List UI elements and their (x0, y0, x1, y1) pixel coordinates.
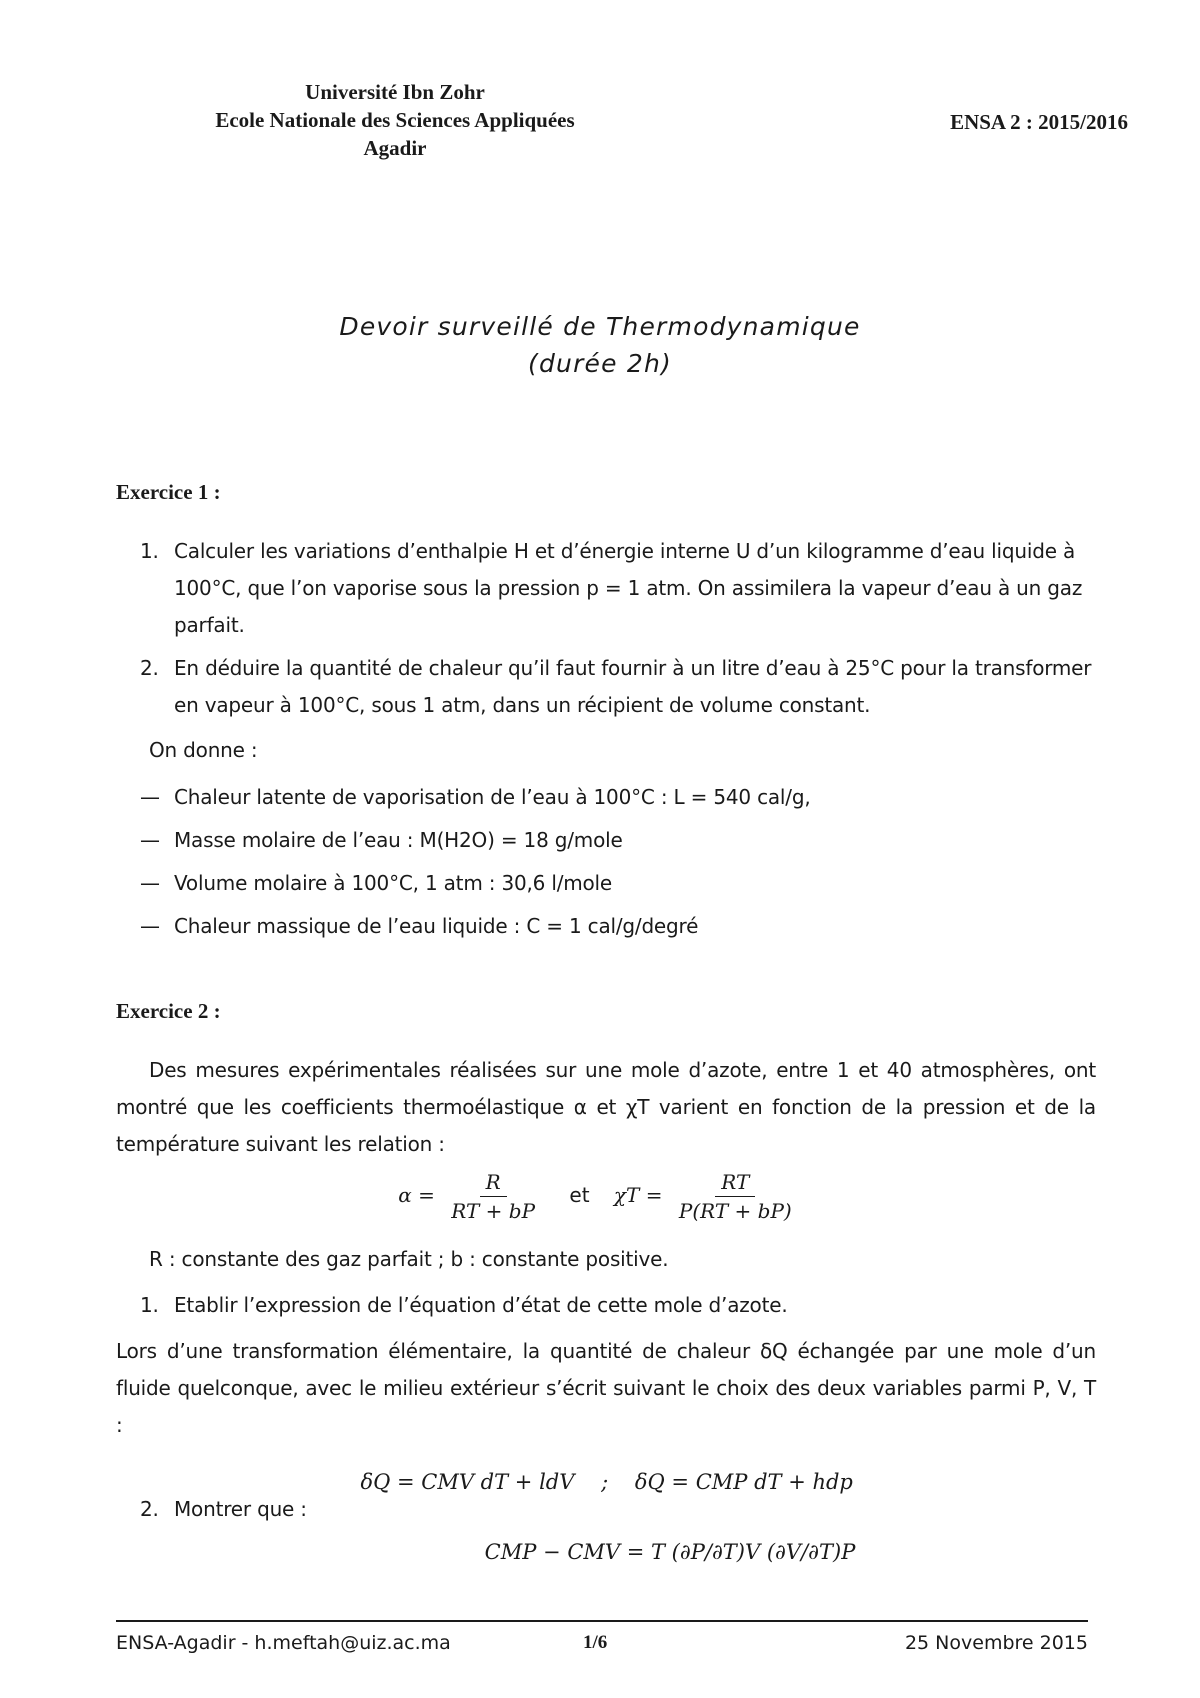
city-name: Agadir (363, 136, 427, 160)
heat-equations (0, 1446, 1200, 1494)
school-name: Ecole Nationale des Sciences Appliquées (215, 108, 575, 132)
title-line-2: (durée 2h) (528, 349, 672, 378)
given-item (116, 908, 1096, 951)
exercise-2-question-1 (116, 1287, 1096, 1324)
footer-date: 25 Novembre 2015 (904, 1632, 1088, 1654)
question-text: Montrer que : (174, 1497, 307, 1521)
footer-contact: ENSA-Agadir - h.meftah@uiz.ac.ma (116, 1632, 451, 1654)
given-text: Chaleur massique de l’eau liquide : C = 1 cal/g/degré (174, 914, 699, 938)
given-item (116, 779, 1096, 822)
final-equation (470, 1540, 870, 1564)
institution-header (185, 78, 605, 162)
exercise-1-question-1 (116, 533, 1096, 644)
exercise-2-heading: Exercice 2 : (116, 999, 221, 1023)
heat-equation-text: δQ = CMV dT + ldV ; δQ = CMP dT + hdp (360, 1470, 853, 1494)
question-number: 1. (140, 539, 159, 563)
footer-divider (116, 1620, 1088, 1622)
question-text: En déduire la quantité de chaleur qu’il faut fournir à un litre d’eau à 25°C pour la transformer en vapeur à 100°C, sous 1 atm, dans un récipient de volume constant. (174, 656, 1092, 717)
page-number: 1/6 (583, 1632, 608, 1653)
exercise-1-heading: Exercice 1 : (116, 480, 221, 504)
question-text: Calculer les variations d’enthalpie H et d’énergie interne U d’un kilogramme d’eau liquide à 100°C, que l’on vaporise sous la pression p = 1 atm. On assimilera la vapeur d’eau à un gaz parfait. (174, 539, 1083, 637)
chi-numerator: RT (715, 1170, 755, 1197)
final-equation-text: CMP − CMV = T (∂P/∂T)V (∂V/∂T)P (484, 1540, 856, 1564)
alpha-numerator: R (480, 1170, 507, 1197)
given-item (116, 865, 1096, 908)
question-number: 2. (140, 656, 159, 680)
question-text: Etablir l’expression de l’équation d’état de cette mole d’azote. (174, 1293, 788, 1317)
alpha-fraction (445, 1170, 541, 1223)
dash-marker: — (140, 914, 160, 938)
constants-note: R : constante des gaz parfait ; b : constante positive. (149, 1247, 669, 1271)
given-text: Chaleur latente de vaporisation de l’eau à 100°C : L = 540 cal/g, (174, 785, 811, 809)
chi-denominator: P(RT + bP) (678, 1199, 792, 1223)
university-name: Université Ibn Zohr (305, 80, 485, 104)
conjunction: et (569, 1183, 590, 1207)
exercise-2-question-2 (116, 1491, 1096, 1528)
chi-fraction (673, 1170, 798, 1223)
given-item (116, 822, 1096, 865)
exercise-2-intro: Des mesures expérimentales réalisées sur une mole d’azote, entre 1 et 40 atmosphères, ont montré que les coefficients thermoélastique α et χT varient en fonction de la pression et de la température suivant les relation : (116, 1058, 1096, 1156)
class-year: ENSA 2 : 2015/2016 (950, 110, 1128, 134)
coefficients-equation (0, 1170, 1200, 1223)
dash-marker: — (140, 828, 160, 852)
dash-marker: — (140, 785, 160, 809)
exercise-2-paragraph: Lors d’une transformation élémentaire, la quantité de chaleur δQ échangée par une mole d’un fluide quelconque, avec le milieu extérieur s’écrit suivant le choix des deux variables parmi P, V, T : (116, 1339, 1096, 1437)
alpha-denominator: RT + bP (451, 1199, 536, 1223)
dash-marker: — (140, 871, 160, 895)
title-line-1: Devoir surveillé de Thermodynamique (339, 312, 861, 341)
question-number: 1. (140, 1293, 159, 1317)
alpha-lhs: α = (398, 1183, 435, 1207)
question-number: 2. (140, 1497, 159, 1521)
given-text: Masse molaire de l’eau : M(H2O) = 18 g/mole (174, 828, 623, 852)
chi-lhs: χT = (613, 1183, 663, 1207)
given-text: Volume molaire à 100°C, 1 atm : 30,6 l/mole (174, 871, 613, 895)
exercise-1-questions (116, 533, 1096, 951)
given-label: On donne : (149, 738, 258, 762)
exercise-1-question-2 (116, 650, 1096, 724)
document-title (0, 308, 1200, 382)
